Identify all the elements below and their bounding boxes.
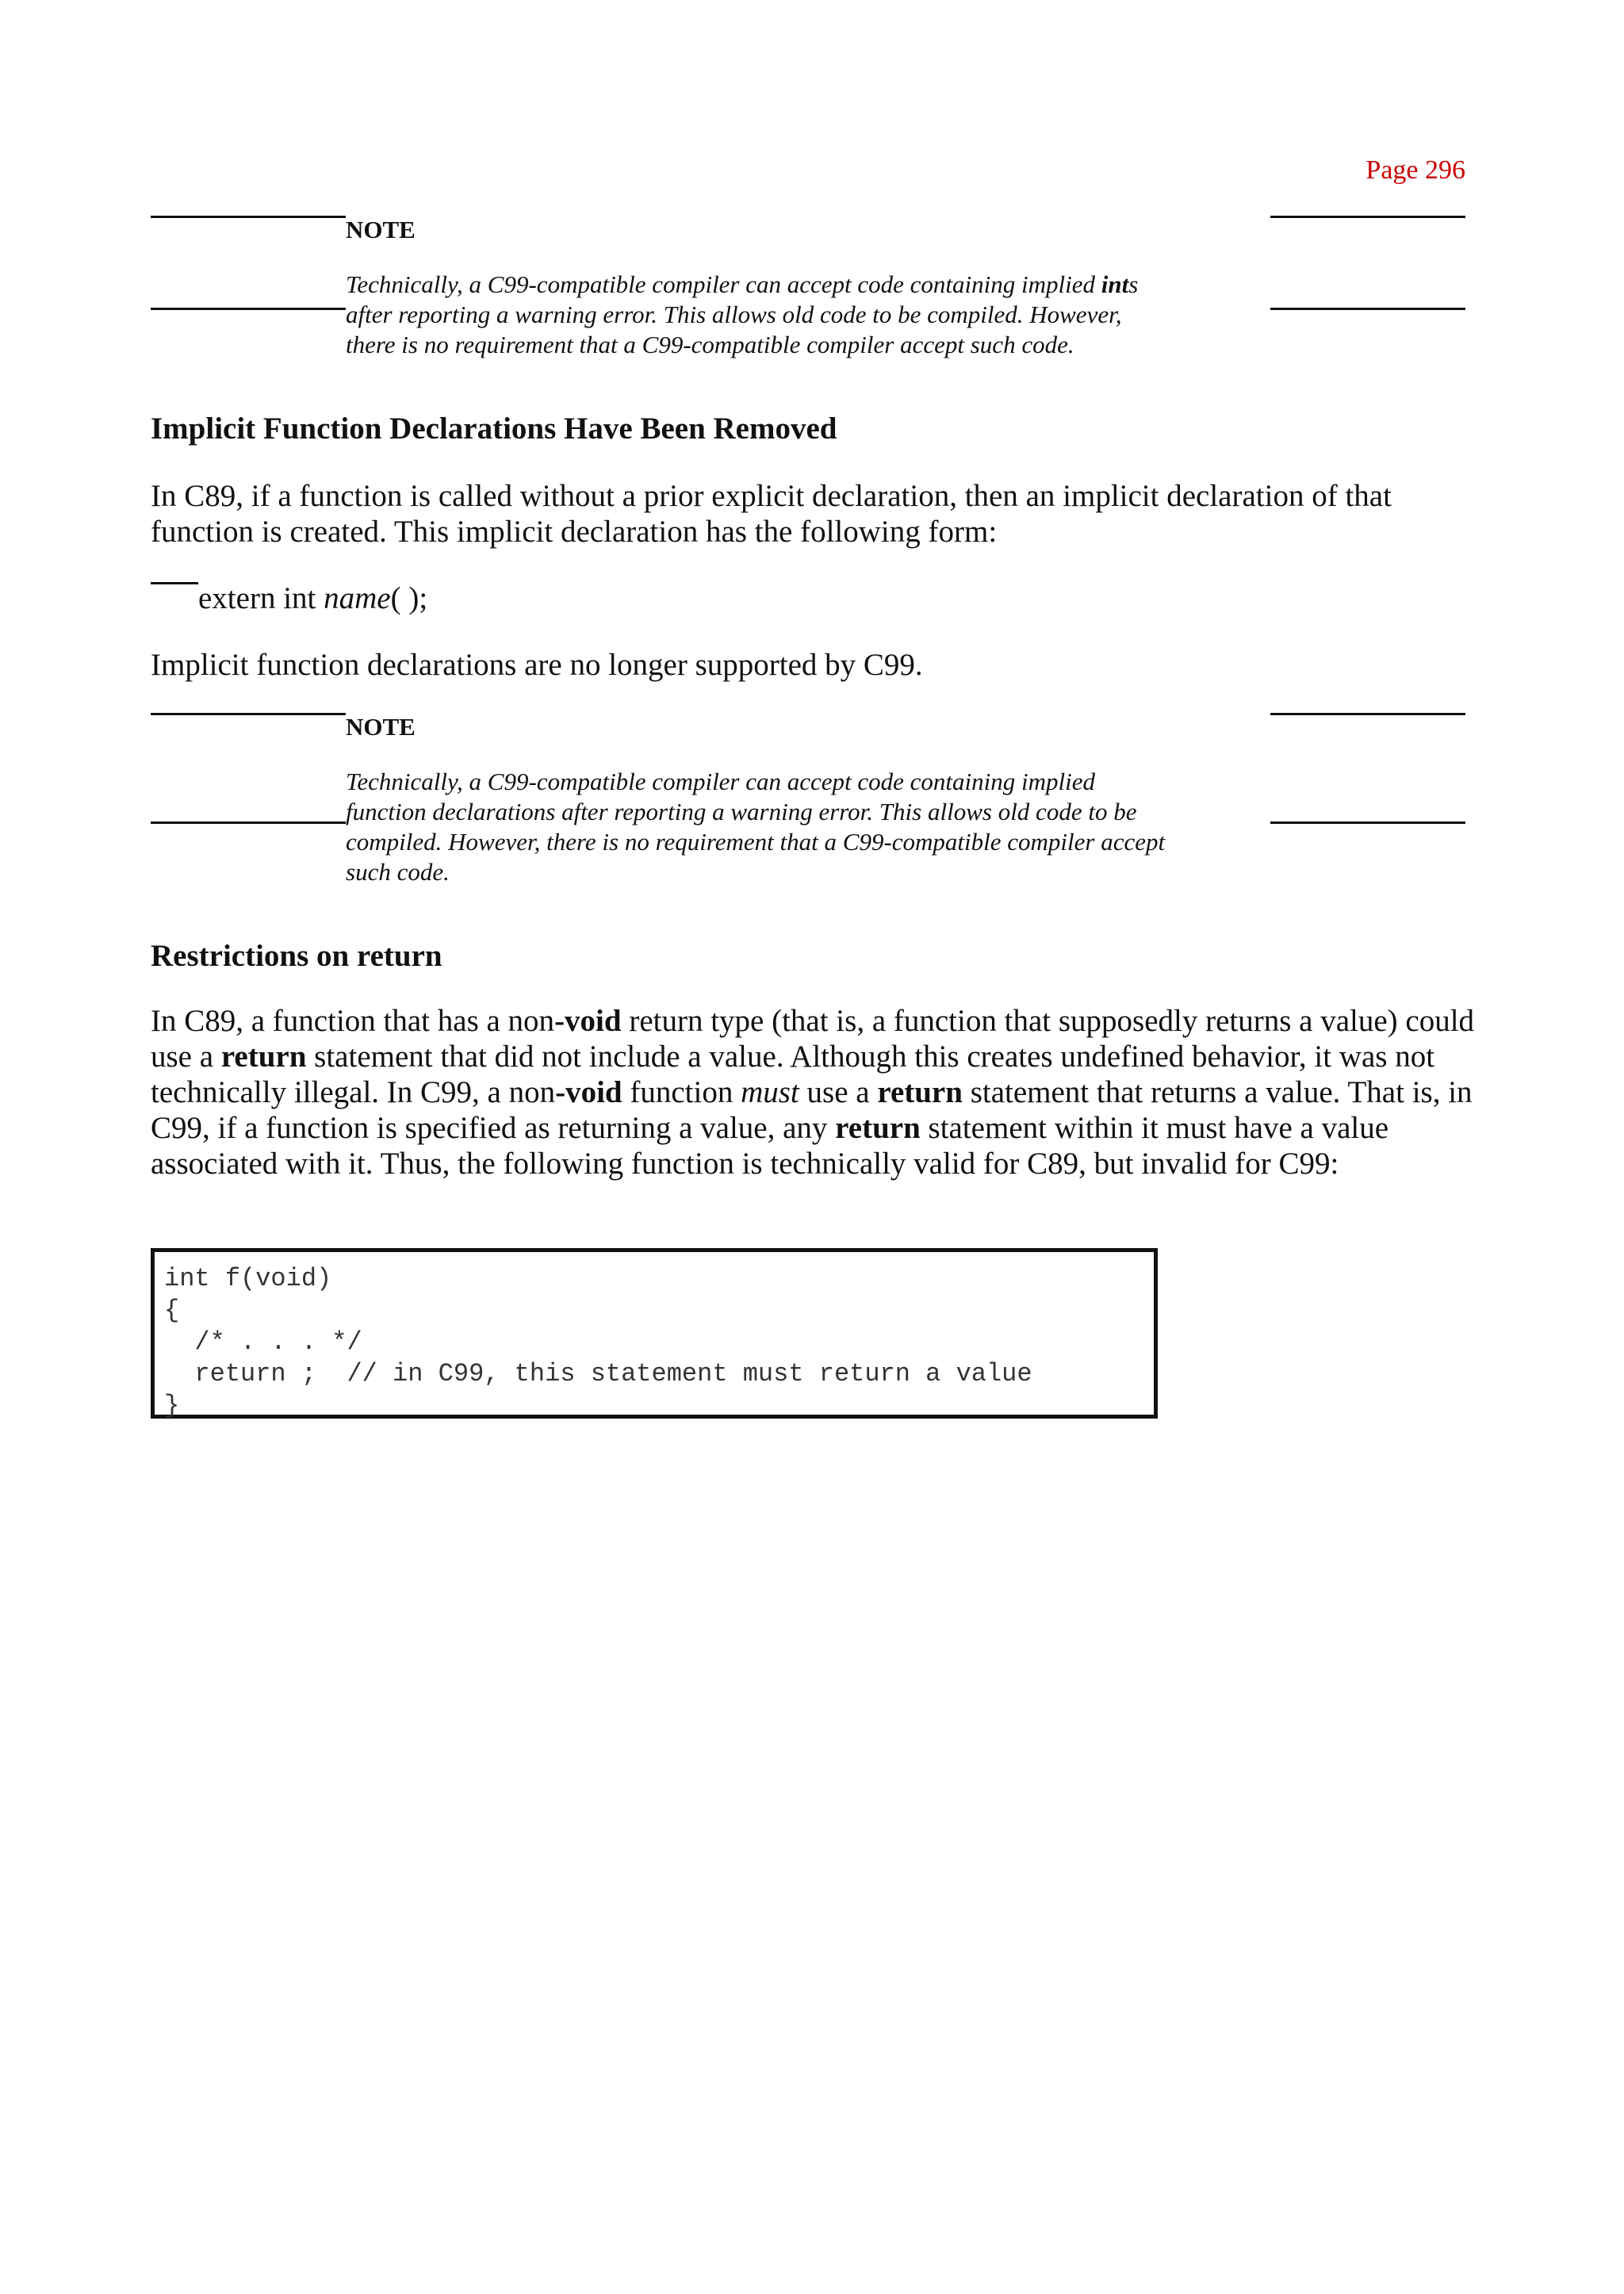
- note1-rule-right-top: [1270, 216, 1465, 218]
- s2-text-i: use a: [799, 1075, 878, 1109]
- code-line: }: [164, 1391, 180, 1420]
- s2-text-m: statement within it must have a value associated with it. Thus, the following function is technically valid for C89, but invalid for C99:: [151, 1111, 1389, 1181]
- code-line: {: [164, 1296, 180, 1325]
- code-line: /* . . . */: [164, 1327, 362, 1357]
- note1-text: [346, 270, 1258, 360]
- s2-text-g: function: [622, 1075, 741, 1109]
- s2-bold-return-3: return: [835, 1111, 921, 1145]
- note2-rule-right-bottom: [1270, 821, 1465, 824]
- s2-text-a: In C89, a function that has a non: [151, 1004, 555, 1038]
- s2-italic-must: must: [741, 1075, 799, 1109]
- note1-rule-left-top: [151, 216, 346, 218]
- note1: [346, 216, 1258, 360]
- s2-bold-void-1: -void: [554, 1004, 622, 1038]
- note2: [346, 713, 1258, 887]
- page-number: Page 296: [1365, 155, 1465, 185]
- decl-name: name: [324, 581, 391, 615]
- note2-rule-left-bottom: [151, 821, 346, 824]
- s2-text-c: return type (that is, a function that supposedly returns a value) could use a: [151, 1004, 1475, 1074]
- code-block: [151, 1248, 1158, 1419]
- note2-rule-right-top: [1270, 713, 1465, 715]
- section2-para: [151, 1003, 1483, 1181]
- note1-text-start: Technically, a C99-compatible compiler can accept code containing implied: [346, 270, 1101, 298]
- decl-suffix: ( );: [390, 581, 428, 615]
- decl-prefix: extern int: [198, 581, 324, 615]
- note1-rule-left-bottom: [151, 308, 346, 310]
- code-line: return ; // in C99, this statement must return a value: [164, 1359, 1032, 1388]
- note2-title: NOTE: [346, 713, 416, 741]
- note1-bold-int: int: [1101, 270, 1129, 298]
- section1-para1: In C89, if a function is called without a prior explicit declaration, then an implicit declaration of that function is created. This implicit declaration has the following form:: [151, 479, 1392, 549]
- section1-heading: Implicit Function Declarations Have Been Removed: [151, 412, 837, 446]
- note1-title: NOTE: [346, 216, 416, 243]
- note2-text: Technically, a C99-compatible compiler can accept code containing implied function declarations after reporting a warning error. This allows old code to be compiled. However, there is no requirement that a C99-compatible compiler accept such code.: [346, 768, 1166, 886]
- section2-heading: Restrictions on return: [151, 939, 442, 973]
- section1-para2: Implicit function declarations are no longer supported by C99.: [151, 648, 923, 682]
- note1-text-end: s after reporting a warning error. This allows old code to be compiled. However, there is no requirement that a C99-compatible compiler accept such code.: [346, 270, 1139, 358]
- code-line-tick: [151, 582, 198, 584]
- s2-text-k: statement that returns a value. That is, in C99, if a function is specified as returning a value, any: [151, 1075, 1473, 1145]
- s2-bold-void-2: -void: [555, 1075, 622, 1109]
- note1-rule-right-bottom: [1270, 308, 1465, 310]
- implicit-declaration-form: [198, 580, 427, 616]
- s2-bold-return-1: return: [220, 1040, 307, 1074]
- s2-bold-return-2: return: [877, 1075, 963, 1109]
- s2-text-e: statement that did not include a value. Although this creates undefined behavior, it was not technically illegal. In C99, a non: [151, 1040, 1435, 1109]
- note2-rule-left-top: [151, 713, 346, 715]
- code-line: int f(void): [164, 1264, 332, 1293]
